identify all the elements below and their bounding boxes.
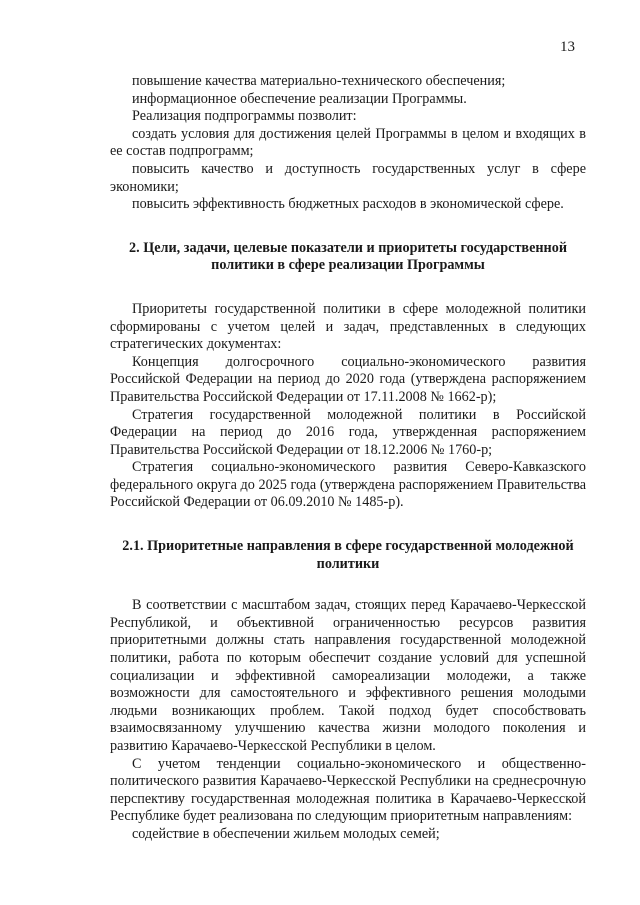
paragraph: С учетом тенденции социально-экономического и общественно-политического развития Карачаево-Черкесской Республики на среднесрочную перспективу государственная молодежная политика в Карачаево-Черкесской Республике будет реализована по следующим приоритетным направлениям: [110, 755, 586, 825]
paragraph: повысить эффективность бюджетных расходов в экономической сфере. [132, 196, 564, 213]
paragraph: Приоритеты государственной политики в сфере молодежной политики сформированы с учетом целей и задач, представленных в следующих стратегических документах: [110, 300, 586, 353]
section-heading-2-1: 2.1. Приоритетные направления в сфере государственной молодежной политики [122, 538, 574, 572]
section-heading-2: 2. Цели, задачи, целевые показатели и приоритеты государственной политики в сфере реализации Программы [129, 239, 567, 274]
paragraph: Концепция долгосрочного социально-экономического развития Российской Федерации на период до 2020 года (утверждена распоряжением Правительства Российской Федерации от 17.11.2008 № 1662-р); [110, 353, 586, 405]
paragraph: информационное обеспечение реализации Программы. [132, 90, 467, 107]
document-body [110, 73, 586, 844]
paragraph: Стратегия социально-экономического развития Северо-Кавказского федерального округа до 2025 года (утверждена распоряжением Правительства Российской Федерации от 06.09.2010 № 1485-р). [110, 459, 586, 511]
page-number: 13 [560, 39, 575, 55]
paragraph: повысить качество и доступность государственных услуг в сфере экономики; [110, 160, 586, 195]
paragraph: содействие в обеспечении жильем молодых семей; [132, 825, 440, 842]
paragraph: Реализация подпрограммы позволит: [132, 108, 357, 125]
paragraph: Стратегия государственной молодежной политики в Российской Федерации на период до 2016 года, утвержденная распоряжением Правительства Российской Федерации от 18.12.2006 № 1760-р; [110, 406, 586, 458]
paragraph: повышение качества материально-технического обеспечения; [132, 73, 506, 89]
paragraph: создать условия для достижения целей Программы в целом и входящих в ее состав подпрограмм; [110, 125, 586, 160]
paragraph: В соответствии с масштабом задач, стоящих перед Карачаево-Черкесской Республикой, и объективной ограниченностью ресурсов развития приоритетными должны стать направления государственной молодежной политики, работа по которым обеспечит создание условий для успешной социализации и эффективной самореализации молодежи, а также возможности для самостоятельного и эффективного решения молодыми людьми возникающих проблем. Такой подход будет способствовать взаимосвязанному улучшению качества жизни молодого поколения и развитию Карачаево-Черкесской Республики в целом. [110, 597, 586, 754]
